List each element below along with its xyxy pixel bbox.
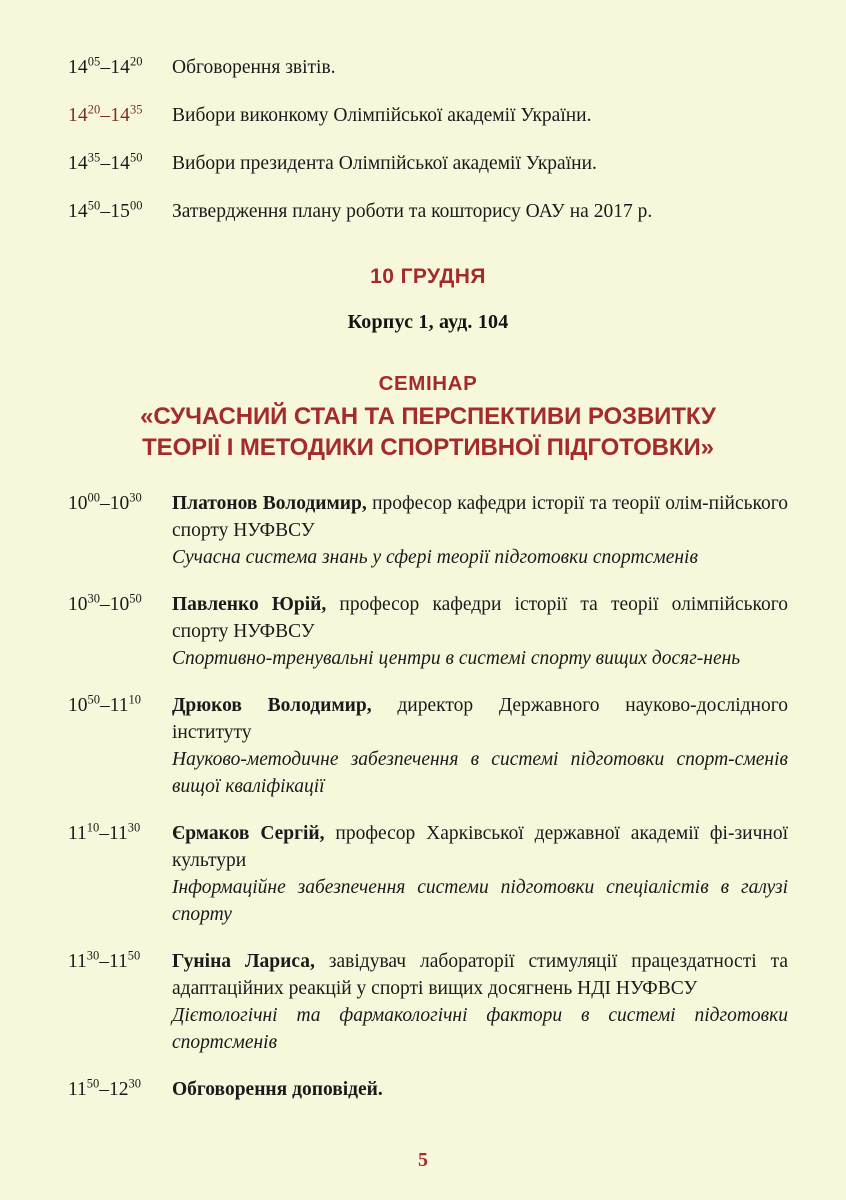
closing-time: $11^{50}-12^{30}$ bbox=[68, 1076, 141, 1100]
schedule-time: $14^{20}-14^{35}$ bbox=[68, 102, 143, 126]
speaker-entry bbox=[68, 820, 788, 928]
speaker-name: Єрмаков Сергій, bbox=[172, 823, 325, 844]
speaker-affiliation: професор кафедри історії та теорії олім-пійського спорту НУФВСУ bbox=[172, 493, 789, 541]
speaker-affiliation-line bbox=[172, 948, 788, 1002]
schedule-description: Обговорення звітів. bbox=[172, 57, 336, 78]
speaker-topic: Сучасна система знань у сфері теорії підготовки спортсменів bbox=[172, 547, 698, 568]
speaker-name: Павленко Юрій, bbox=[172, 594, 327, 615]
speaker-topic: Науково-методичне забезпечення в системі підготовки спорт-сменів вищої кваліфікації bbox=[172, 749, 788, 797]
room-heading: Корпус 1, ауд. 104 bbox=[347, 311, 509, 333]
speaker-entry bbox=[68, 490, 788, 571]
speaker-affiliation-line bbox=[172, 490, 788, 544]
schedule-time: $14^{05}-14^{20}$ bbox=[68, 54, 143, 78]
closing-description: Обговорення доповідей. bbox=[172, 1079, 383, 1100]
speaker-topic: Інформаційне забезпечення системи підготовки спеціалістів в галузі спорту bbox=[172, 877, 788, 925]
speaker-name: Дрюков Володимир, bbox=[172, 695, 372, 716]
schedule-row bbox=[68, 151, 788, 177]
speaker-name: Платонов Володимир, bbox=[172, 493, 367, 514]
speaker-body bbox=[172, 948, 788, 1056]
speaker-name: Гуніна Лариса, bbox=[172, 951, 315, 972]
seminar-title-line-2: ТЕОРІЇ І МЕТОДИКИ СПОРТИВНОЇ ПІДГОТОВКИ» bbox=[142, 434, 714, 461]
schedule-row bbox=[68, 55, 788, 81]
date-heading: 10 ГРУДНЯ bbox=[370, 265, 486, 288]
speaker-affiliation-line bbox=[172, 692, 788, 746]
speaker-body bbox=[172, 591, 788, 672]
speaker-entry bbox=[68, 692, 788, 800]
speaker-time: $10^{30}-10^{50}$ bbox=[68, 591, 142, 615]
speaker-affiliation-line bbox=[172, 820, 788, 874]
seminar-title-line-1: «СУЧАСНИЙ СТАН ТА ПЕРСПЕКТИВИ РОЗВИТКУ bbox=[140, 403, 716, 430]
schedule-description: Вибори президента Олімпійської академії України. bbox=[172, 153, 597, 174]
speaker-time: $10^{50}-11^{10}$ bbox=[68, 692, 141, 716]
closing-entry bbox=[68, 1076, 788, 1103]
speaker-affiliation: професор кафедри історії та теорії олімпійського спорту НУФВСУ bbox=[172, 594, 788, 642]
speaker-affiliation: директор Державного науково-дослідного інституту bbox=[172, 695, 788, 743]
speaker-topic: Дієтологічні та фармакологічні фактори в системі підготовки спортсменів bbox=[172, 1005, 788, 1053]
speaker-body bbox=[172, 692, 788, 800]
speaker-time: $10^{00}-10^{30}$ bbox=[68, 490, 142, 514]
schedule-row bbox=[68, 199, 788, 225]
seminar-title bbox=[68, 401, 788, 463]
speaker-affiliation: завідувач лабораторії стимуляції працездатності та адаптаційних реакцій у спорті вищих досягнень НДІ НУФВСУ bbox=[172, 951, 788, 999]
speaker-affiliation: професор Харківської державної академії фі-зичної культури bbox=[172, 823, 789, 871]
schedule-time: $14^{35}-14^{50}$ bbox=[68, 150, 143, 174]
speaker-entry bbox=[68, 948, 788, 1056]
speaker-entry bbox=[68, 591, 788, 672]
seminar-heading-block bbox=[68, 370, 788, 463]
speaker-topic: Спортивно-тренувальні центри в системі спорту вищих досяг-нень bbox=[172, 648, 741, 669]
schedule-list bbox=[68, 55, 788, 225]
speaker-time: $11^{10}-11^{30}$ bbox=[68, 820, 141, 844]
schedule-description: Затвердження плану роботи та кошторису ОАУ на 2017 р. bbox=[172, 201, 653, 222]
speaker-affiliation-line bbox=[172, 591, 788, 645]
page-number: 5 bbox=[418, 1149, 428, 1171]
schedule-time: $14^{50}-15^{00}$ bbox=[68, 198, 143, 222]
closing-body bbox=[172, 1076, 788, 1103]
speaker-entry-list bbox=[68, 490, 788, 1103]
speaker-body bbox=[172, 490, 788, 571]
speaker-time: $11^{30}-11^{50}$ bbox=[68, 948, 141, 972]
speaker-body bbox=[172, 820, 788, 928]
schedule-description: Вибори виконкому Олімпійської академії України. bbox=[172, 105, 592, 126]
seminar-label: СЕМІНАР bbox=[378, 372, 478, 395]
schedule-row bbox=[68, 103, 788, 129]
